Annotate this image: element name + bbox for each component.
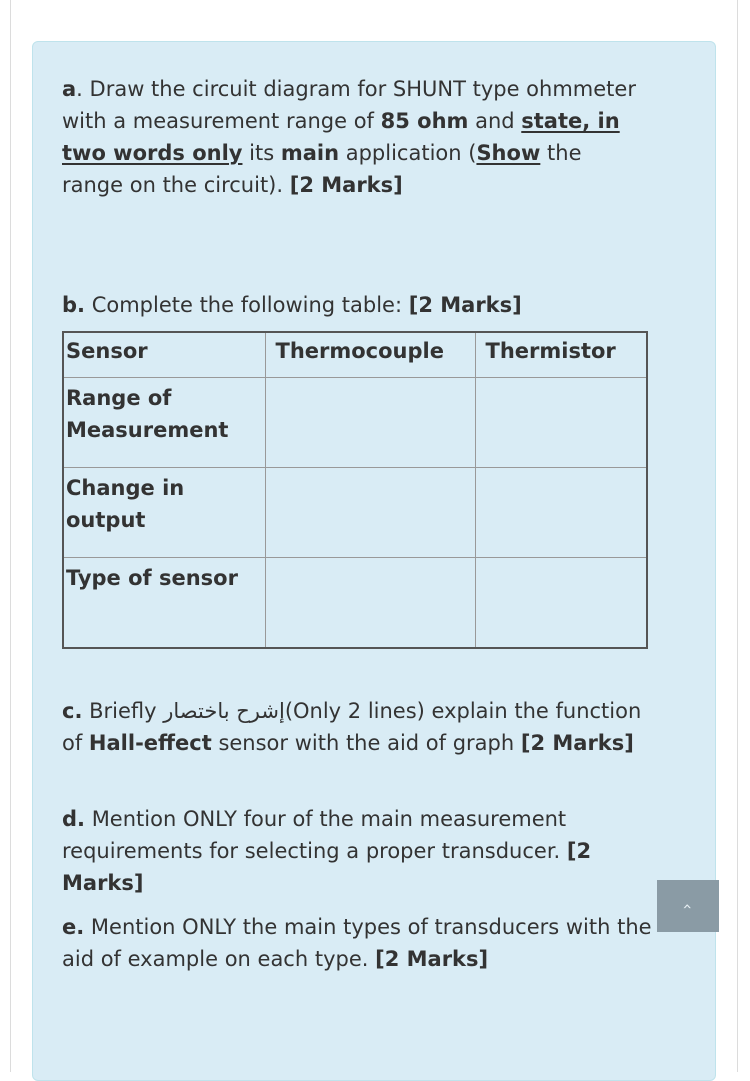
question-a-range: 85 ohm bbox=[380, 109, 469, 133]
question-c-hall-effect: Hall-effect bbox=[88, 731, 212, 755]
question-b-text: Complete the following table: bbox=[85, 293, 409, 317]
question-a-text-5: the range on the circuit). bbox=[62, 141, 582, 197]
table-cell-empty[interactable] bbox=[265, 558, 475, 649]
question-e-letter: e. bbox=[62, 915, 85, 939]
page-border-left bbox=[10, 0, 11, 1072]
question-e-text: Mention ONLY the main types of transducers with the aid of example on each type. bbox=[62, 915, 652, 971]
table-cell-empty[interactable] bbox=[475, 558, 647, 649]
question-d-text: Mention ONLY four of the main measurement requirements for selecting a proper transducer. bbox=[62, 807, 567, 863]
table-cell-empty[interactable] bbox=[475, 468, 647, 558]
question-b-marks: [2 Marks] bbox=[408, 293, 522, 317]
question-a-text-1: . Draw the circuit diagram for SHUNT type ohmmeter with a measurement range of bbox=[62, 77, 636, 133]
table-cell-empty[interactable] bbox=[475, 378, 647, 468]
sensor-table bbox=[62, 331, 648, 649]
table-cell-empty[interactable] bbox=[265, 378, 475, 468]
question-b-letter: b. bbox=[62, 293, 86, 317]
question-a-text-4: application ( bbox=[339, 141, 477, 165]
table-row-label: Change in output bbox=[63, 468, 265, 558]
question-a-underline-show: Show bbox=[476, 141, 541, 165]
table-header-thermistor: Thermistor bbox=[475, 332, 647, 378]
question-a-underline-state: state, in two words only bbox=[62, 109, 620, 165]
table-row-label: Type of sensor bbox=[63, 558, 265, 649]
table-row bbox=[63, 468, 647, 558]
page-border-right bbox=[737, 0, 738, 1072]
table-row bbox=[63, 558, 647, 649]
question-e bbox=[62, 911, 662, 975]
table-cell-empty[interactable] bbox=[265, 468, 475, 558]
question-c-arabic: إشرح باختصار bbox=[163, 699, 285, 723]
table-header-thermocouple: Thermocouple bbox=[265, 332, 475, 378]
table-header-sensor: Sensor bbox=[63, 332, 265, 378]
scroll-up-button[interactable] bbox=[657, 880, 719, 932]
table-row-label: Range of Measurement bbox=[63, 378, 265, 468]
question-a-text-2: and bbox=[468, 109, 522, 133]
question-a-marks: [2 Marks] bbox=[289, 173, 403, 197]
question-a-main: main bbox=[280, 141, 340, 165]
chevron-up-icon: ‹ bbox=[678, 902, 698, 910]
question-c bbox=[62, 695, 642, 759]
table-header-row bbox=[63, 332, 647, 378]
question-c-text-3: sensor with the aid of graph bbox=[211, 731, 521, 755]
question-e-marks: [2 Marks] bbox=[375, 947, 489, 971]
question-d-marks: [2 Marks] bbox=[62, 839, 592, 895]
question-c-text-2: (Only 2 lines) explain the function of bbox=[62, 699, 642, 755]
question-d bbox=[62, 803, 662, 899]
question-d-letter: d. bbox=[62, 807, 86, 831]
question-a bbox=[62, 73, 642, 201]
question-a-letter: a bbox=[62, 77, 77, 101]
question-b bbox=[62, 289, 522, 321]
table-row bbox=[63, 378, 647, 468]
question-a-text-3: its bbox=[242, 141, 281, 165]
question-c-marks: [2 Marks] bbox=[520, 731, 634, 755]
question-c-letter: c. bbox=[62, 699, 83, 723]
question-c-text-1: Briefly bbox=[82, 699, 164, 723]
